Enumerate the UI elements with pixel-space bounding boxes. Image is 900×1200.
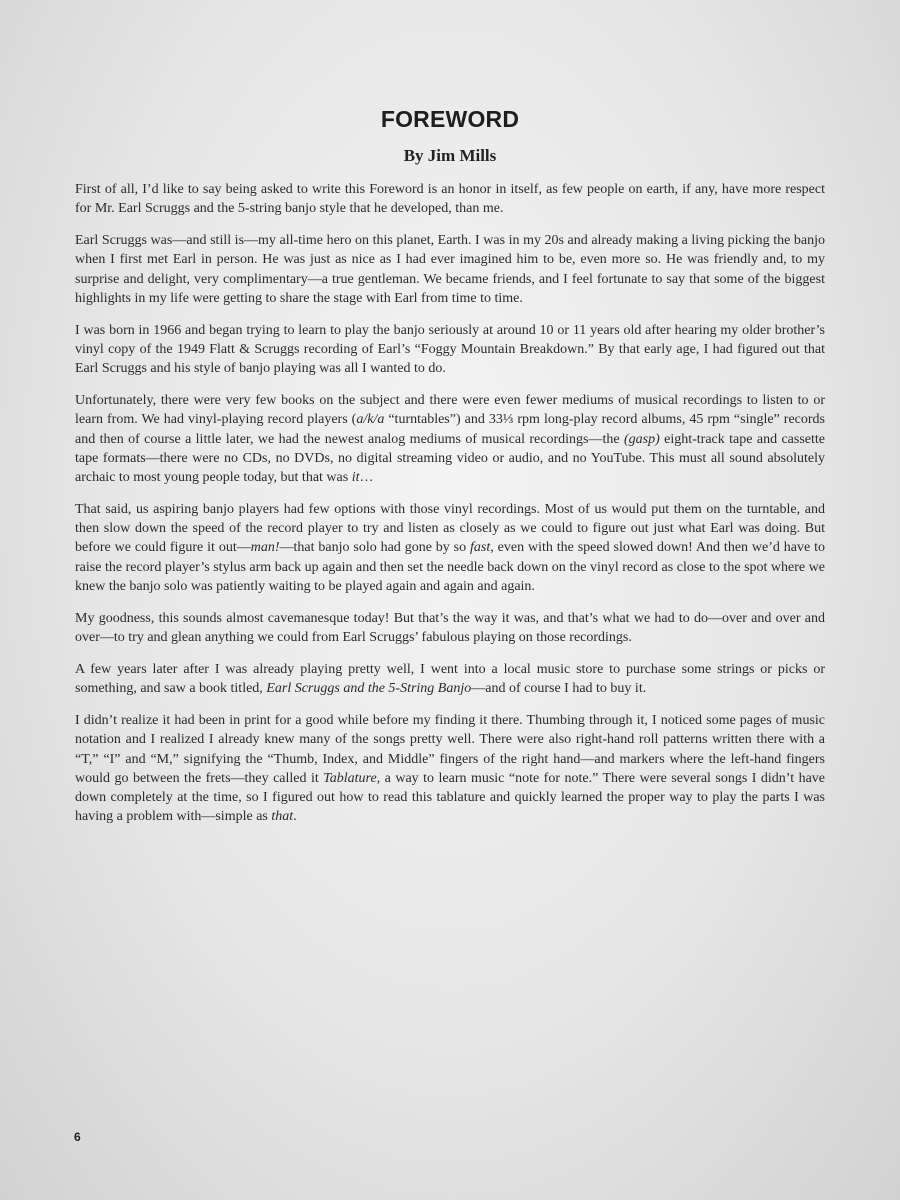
paragraph-text: “turntables”) and 33⅓ rpm long-play record albums, 45 rpm “single” records and then of course a little later, we had the newest analog mediums of musical recordings—the [75, 412, 825, 447]
paragraph-text: My goodness, this sounds almost cavemanesque today! But that’s the way it was, and that’s what we had to do—over and over and over—to try and glean anything we could from Earl Scruggs’ fabulous playing on those recordings. [75, 610, 825, 646]
body-paragraph [75, 660, 825, 698]
italic-text: it [351, 470, 360, 486]
body-paragraph [75, 500, 825, 596]
body-paragraph [75, 711, 825, 826]
body-paragraph [75, 609, 825, 647]
paragraph-text: , a way to learn music “note for note.” There were several songs I didn’t have down completely at the time, so I figured out how to read this tablature and quickly learned the proper way to play the parts I was having a problem with—simple as [75, 770, 825, 825]
paragraph-text: A few years later after I was already playing pretty well, I went into a local music store to purchase some strings or picks or something, and saw a book titled, [75, 662, 825, 697]
italic-text: Tablature [323, 770, 377, 786]
body-paragraph [75, 231, 825, 308]
italic-text: fast [470, 540, 491, 556]
body-paragraph [75, 180, 825, 218]
paragraph-text: eight-track tape and cassette tape formats—there were no CDs, no DVDs, no digital streaming video or audio, and no YouTube. This must all sound absolutely archaic to most young people today, but that was [75, 431, 825, 486]
italic-text: Earl Scruggs and the 5-String Banjo [266, 681, 472, 697]
paragraph-text: … [359, 470, 374, 486]
paragraph-text: Earl Scruggs was—and still is—my all-time hero on this planet, Earth. I was in my 20s and already making a living picking the banjo when I first met Earl in person. He was just as nice as I had ever imagined him to be, even more so. He was friendly and, to my surprise and delight, very complimentary—a true gentleman. We became friends, and I feel fortunate to say that some of the biggest highlights in my life were getting to share the stage with Earl from time to time. [75, 233, 825, 306]
body-paragraph [75, 391, 825, 487]
foreword-body [75, 180, 825, 839]
paragraph-text: First of all, I’d like to say being asked to write this Foreword is an honor in itself, as few people on earth, if any, have more respect for Mr. Earl Scruggs and the 5-string banjo style that he developed, than me. [75, 182, 825, 217]
author-byline: By Jim Mills [403, 146, 497, 165]
paragraph-text: I didn’t realize it had been in print for a good while before my finding it there. Thumbing through it, I noticed some pages of music notation and I realized I already knew many of the songs pretty well. There were also right-hand roll patterns written there with a “T,” “I” and “M,” signifying the “Thumb, Index, and Middle” fingers of the right hand—and markers where the left-hand fingers would go between the frets—they called it [75, 713, 825, 786]
paragraph-text: I was born in 1966 and began trying to learn to play the banjo seriously at around 10 or 11 years old after hearing my older brother’s vinyl copy of the 1949 Flatt & Scruggs recording of Earl’s “Foggy Mountain Breakdown.” By that early age, I had figured out that Earl Scruggs and his style of banjo playing was all I wanted to do. [75, 322, 825, 377]
italic-text: a/k/a [356, 412, 385, 428]
page-number: 6 [74, 1130, 81, 1144]
paragraph-text: . [293, 809, 297, 825]
body-paragraph [75, 321, 825, 379]
paragraph-text: That said, us aspiring banjo players had few options with those vinyl recordings. Most of us would put them on the turntable, and then slow down the speed of the record player to try and listen as closely as we could to figure out just what Earl was doing. But before we could figure it out— [75, 502, 825, 556]
italic-text: man! [250, 540, 280, 556]
paragraph-text: —and of course I had to buy it. [471, 681, 647, 697]
italic-text: (gasp) [623, 431, 660, 447]
page-title: FOREWORD [380, 106, 520, 132]
italic-text: that [271, 809, 294, 825]
paragraph-text: , even with the speed slowed down! And then we’d have to raise the record player’s stylus arm back up again and then set the needle back down on the vinyl record as close to the spot where we knew the banjo solo was patiently waiting to be played again and again and again. [75, 540, 826, 594]
paragraph-text: —that banjo solo had gone by so [279, 540, 471, 556]
paragraph-text: Unfortunately, there were very few books on the subject and there were even fewer mediums of musical recordings to listen to or learn from. We had vinyl-playing record players ( [75, 393, 825, 428]
